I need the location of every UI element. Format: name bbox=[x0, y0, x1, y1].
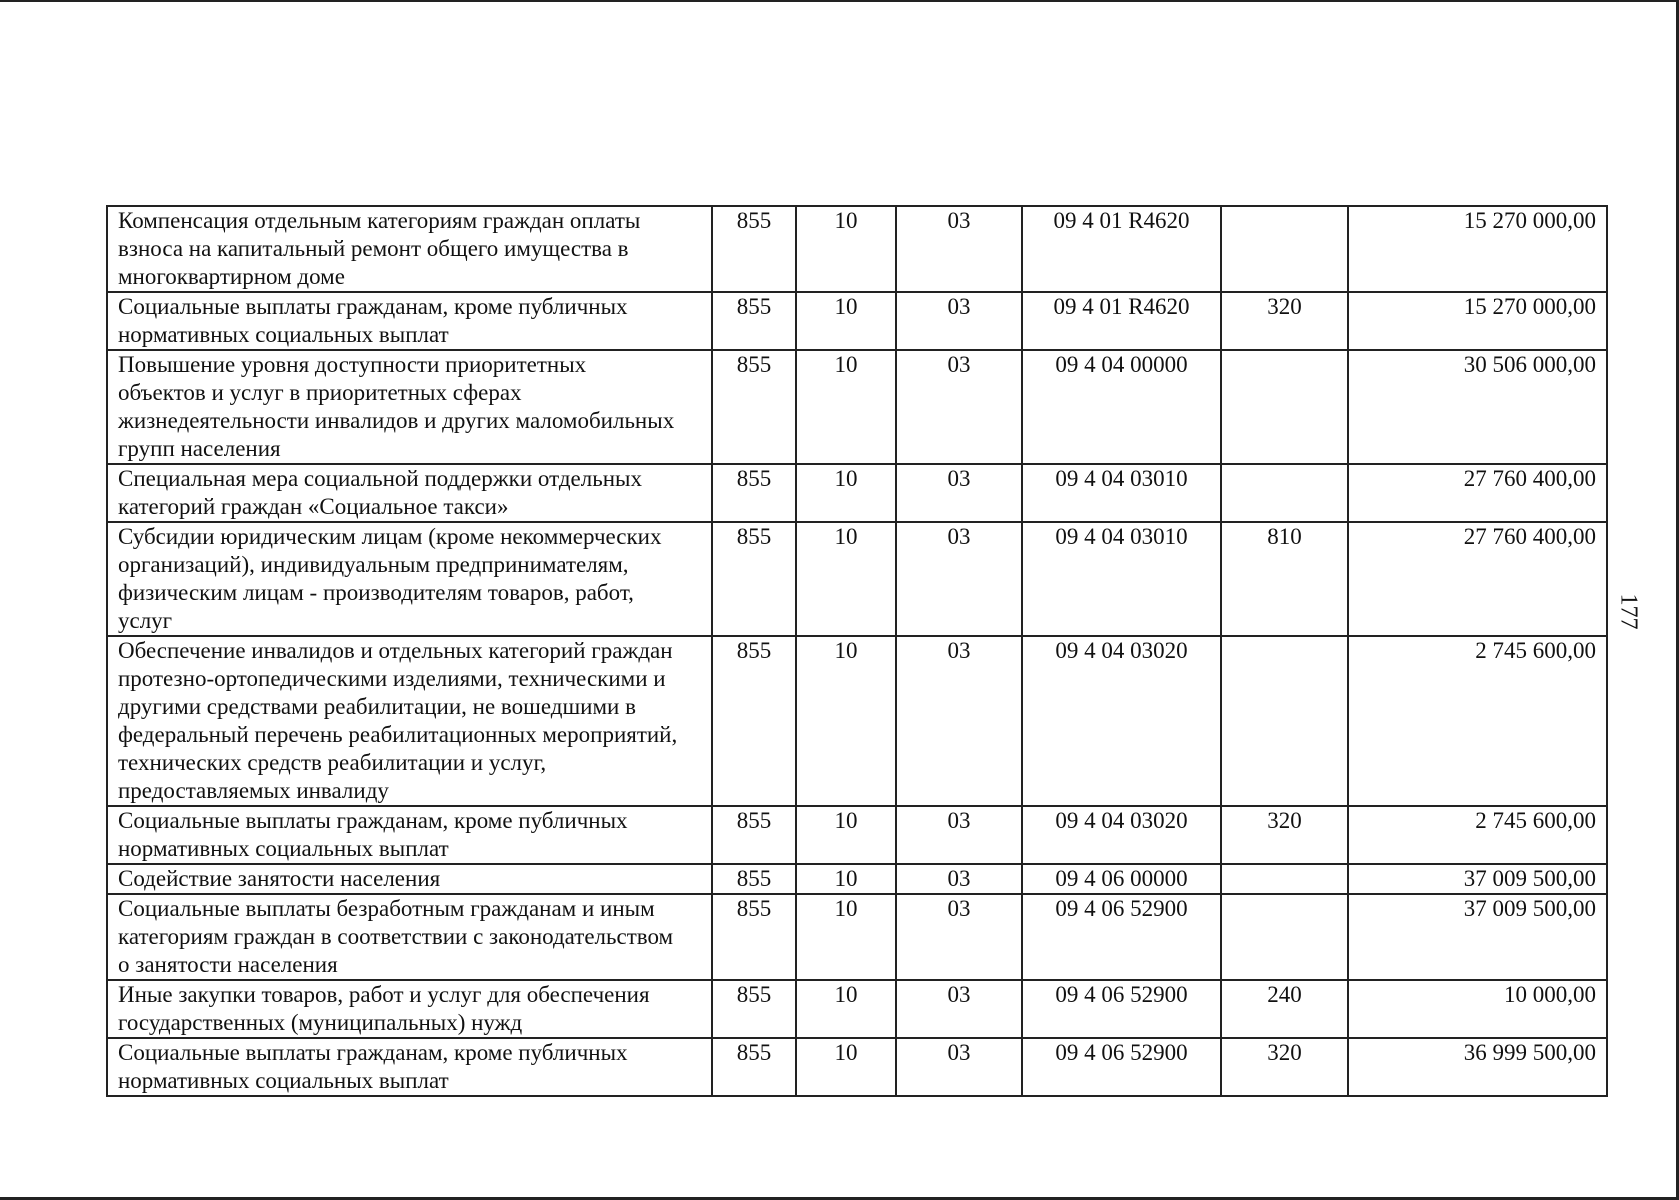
target-article-cell: 09 4 04 03020 bbox=[1022, 806, 1221, 864]
amount-cell: 36 999 500,00 bbox=[1348, 1038, 1607, 1096]
subsection-code-cell: 03 bbox=[896, 864, 1022, 894]
table-row bbox=[107, 464, 1607, 522]
amount-cell: 2 745 600,00 bbox=[1348, 806, 1607, 864]
subsection-code-cell: 03 bbox=[896, 980, 1022, 1038]
subsection-code-cell: 03 bbox=[896, 806, 1022, 864]
grbs-code-cell: 855 bbox=[712, 292, 796, 350]
table-row bbox=[107, 1038, 1607, 1096]
expense-type-cell bbox=[1221, 206, 1348, 292]
budget-table bbox=[106, 205, 1608, 1097]
section-code-cell: 10 bbox=[796, 292, 896, 350]
target-article-cell: 09 4 06 52900 bbox=[1022, 980, 1221, 1038]
expense-type-cell: 320 bbox=[1221, 806, 1348, 864]
row-name-cell: Социальные выплаты гражданам, кроме публичных нормативных социальных выплат bbox=[107, 292, 712, 350]
expense-type-cell bbox=[1221, 350, 1348, 464]
grbs-code-cell: 855 bbox=[712, 894, 796, 980]
table-row bbox=[107, 894, 1607, 980]
table-row bbox=[107, 864, 1607, 894]
row-name-cell: Иные закупки товаров, работ и услуг для обеспечения государственных (муниципальных) нужд bbox=[107, 980, 712, 1038]
section-code-cell: 10 bbox=[796, 864, 896, 894]
grbs-code-cell: 855 bbox=[712, 636, 796, 806]
page-number: 177 bbox=[1615, 593, 1642, 630]
target-article-cell: 09 4 04 03010 bbox=[1022, 522, 1221, 636]
table-row bbox=[107, 350, 1607, 464]
row-name-cell: Компенсация отдельным категориям граждан оплаты взноса на капитальный ремонт общего имущества в многоквартирном доме bbox=[107, 206, 712, 292]
target-article-cell: 09 4 04 03020 bbox=[1022, 636, 1221, 806]
amount-cell: 37 009 500,00 bbox=[1348, 894, 1607, 980]
section-code-cell: 10 bbox=[796, 806, 896, 864]
section-code-cell: 10 bbox=[796, 894, 896, 980]
section-code-cell: 10 bbox=[796, 350, 896, 464]
amount-cell: 2 745 600,00 bbox=[1348, 636, 1607, 806]
grbs-code-cell: 855 bbox=[712, 522, 796, 636]
section-code-cell: 10 bbox=[796, 464, 896, 522]
subsection-code-cell: 03 bbox=[896, 894, 1022, 980]
row-name-cell: Содействие занятости населения bbox=[107, 864, 712, 894]
grbs-code-cell: 855 bbox=[712, 806, 796, 864]
row-name-cell: Субсидии юридическим лицам (кроме некоммерческих организаций), индивидуальным предпринимателям, физическим лицам - производителям товаров, работ, услуг bbox=[107, 522, 712, 636]
amount-cell: 10 000,00 bbox=[1348, 980, 1607, 1038]
row-name-cell: Социальные выплаты гражданам, кроме публичных нормативных социальных выплат bbox=[107, 1038, 712, 1096]
section-code-cell: 10 bbox=[796, 980, 896, 1038]
grbs-code-cell: 855 bbox=[712, 864, 796, 894]
target-article-cell: 09 4 06 52900 bbox=[1022, 894, 1221, 980]
subsection-code-cell: 03 bbox=[896, 636, 1022, 806]
table-row bbox=[107, 636, 1607, 806]
section-code-cell: 10 bbox=[796, 522, 896, 636]
row-name-cell: Обеспечение инвалидов и отдельных категорий граждан протезно-ортопедическими изделиями, техническими и другими средствами реабилитации, не вошедшими в федеральный перечень реабилитационных мероприятий, технических средств реабилитации и услуг, предоставляемых инвалиду bbox=[107, 636, 712, 806]
subsection-code-cell: 03 bbox=[896, 206, 1022, 292]
amount-cell: 37 009 500,00 bbox=[1348, 864, 1607, 894]
grbs-code-cell: 855 bbox=[712, 206, 796, 292]
expense-type-cell: 320 bbox=[1221, 292, 1348, 350]
subsection-code-cell: 03 bbox=[896, 1038, 1022, 1096]
grbs-code-cell: 855 bbox=[712, 350, 796, 464]
target-article-cell: 09 4 01 R4620 bbox=[1022, 206, 1221, 292]
section-code-cell: 10 bbox=[796, 206, 896, 292]
amount-cell: 27 760 400,00 bbox=[1348, 464, 1607, 522]
target-article-cell: 09 4 04 03010 bbox=[1022, 464, 1221, 522]
table-row bbox=[107, 980, 1607, 1038]
table-row bbox=[107, 522, 1607, 636]
target-article-cell: 09 4 01 R4620 bbox=[1022, 292, 1221, 350]
expense-type-cell: 320 bbox=[1221, 1038, 1348, 1096]
page-border-top bbox=[0, 0, 1679, 2]
section-code-cell: 10 bbox=[796, 1038, 896, 1096]
target-article-cell: 09 4 04 00000 bbox=[1022, 350, 1221, 464]
expense-type-cell bbox=[1221, 894, 1348, 980]
amount-cell: 27 760 400,00 bbox=[1348, 522, 1607, 636]
expense-type-cell: 810 bbox=[1221, 522, 1348, 636]
expense-type-cell: 240 bbox=[1221, 980, 1348, 1038]
row-name-cell: Социальные выплаты гражданам, кроме публичных нормативных социальных выплат bbox=[107, 806, 712, 864]
table-row bbox=[107, 206, 1607, 292]
target-article-cell: 09 4 06 52900 bbox=[1022, 1038, 1221, 1096]
table-row bbox=[107, 292, 1607, 350]
grbs-code-cell: 855 bbox=[712, 1038, 796, 1096]
row-name-cell: Повышение уровня доступности приоритетных объектов и услуг в приоритетных сферах жизнедеятельности инвалидов и других маломобильных групп населения bbox=[107, 350, 712, 464]
section-code-cell: 10 bbox=[796, 636, 896, 806]
subsection-code-cell: 03 bbox=[896, 350, 1022, 464]
row-name-cell: Социальные выплаты безработным гражданам и иным категориям граждан в соответствии с законодательством о занятости населения bbox=[107, 894, 712, 980]
subsection-code-cell: 03 bbox=[896, 522, 1022, 636]
subsection-code-cell: 03 bbox=[896, 464, 1022, 522]
amount-cell: 15 270 000,00 bbox=[1348, 292, 1607, 350]
table-row bbox=[107, 806, 1607, 864]
grbs-code-cell: 855 bbox=[712, 464, 796, 522]
amount-cell: 30 506 000,00 bbox=[1348, 350, 1607, 464]
grbs-code-cell: 855 bbox=[712, 980, 796, 1038]
subsection-code-cell: 03 bbox=[896, 292, 1022, 350]
target-article-cell: 09 4 06 00000 bbox=[1022, 864, 1221, 894]
expense-type-cell bbox=[1221, 636, 1348, 806]
amount-cell: 15 270 000,00 bbox=[1348, 206, 1607, 292]
expense-type-cell bbox=[1221, 864, 1348, 894]
expense-type-cell bbox=[1221, 464, 1348, 522]
row-name-cell: Специальная мера социальной поддержки отдельных категорий граждан «Социальное такси» bbox=[107, 464, 712, 522]
